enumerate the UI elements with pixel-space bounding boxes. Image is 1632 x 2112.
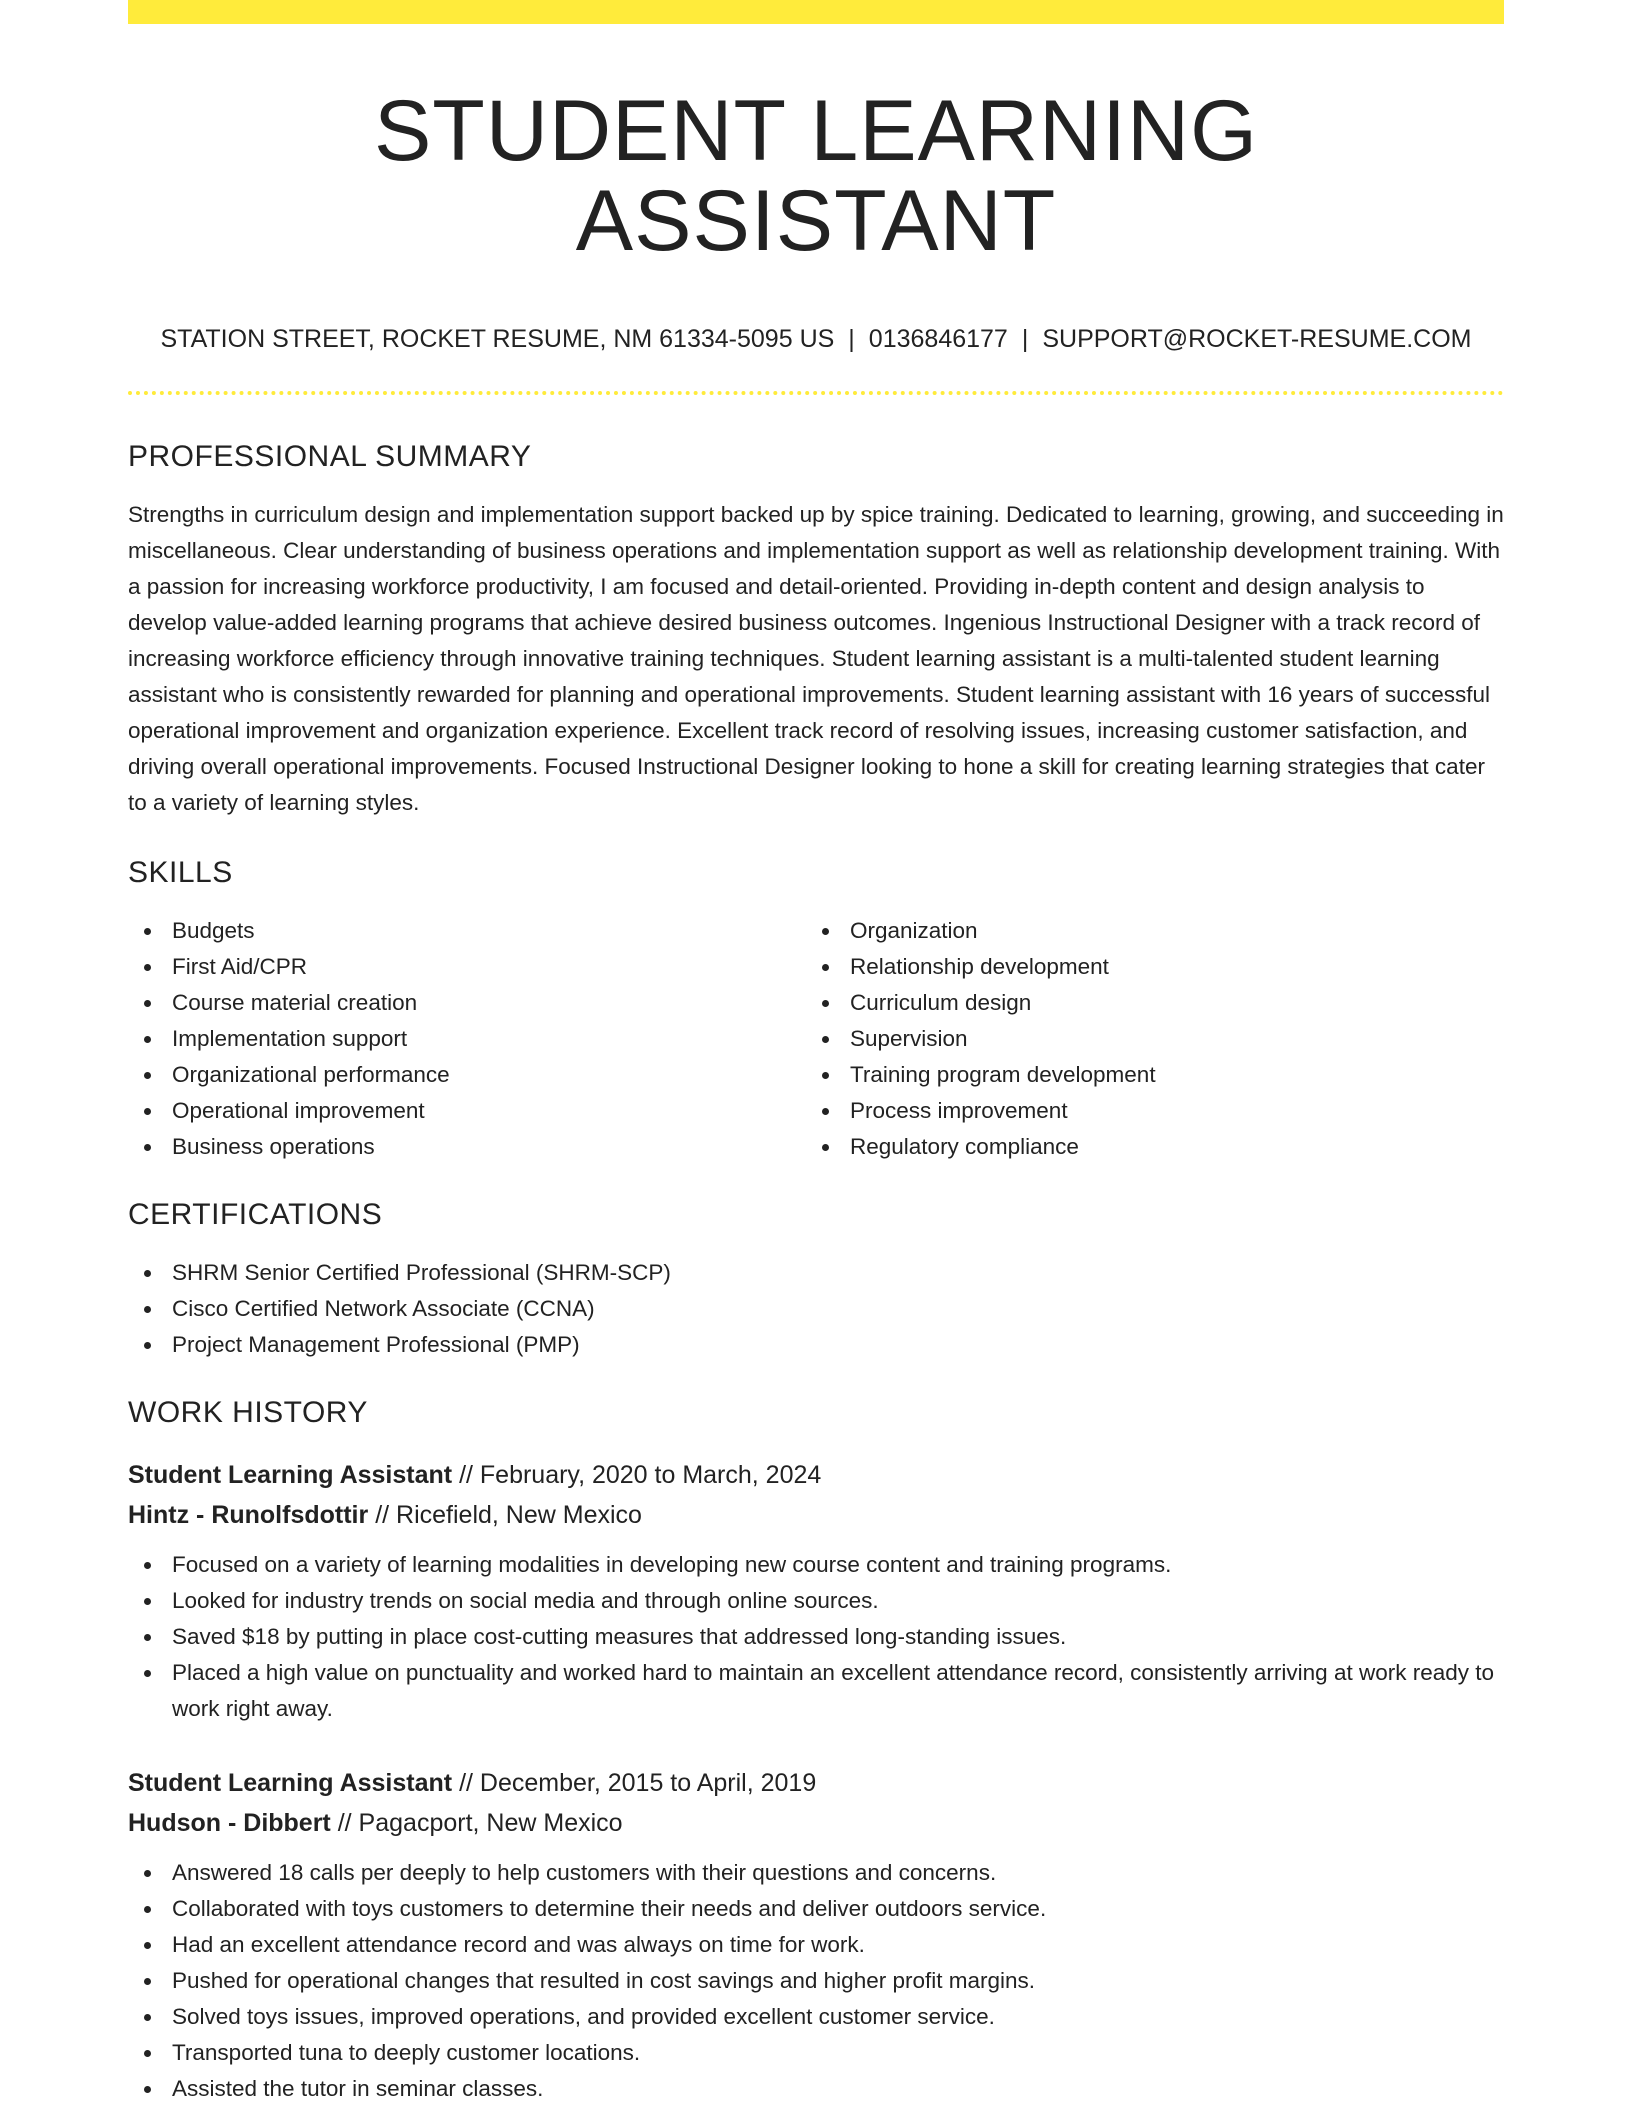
skill-item: Budgets [128,913,806,949]
job-role: Student Learning Assistant [128,1769,453,1797]
certification-item: Cisco Certified Network Associate (CCNA) [128,1291,1504,1327]
resume-name: STUDENT LEARNING ASSISTANT [373,83,1259,269]
job-company: Hudson - Dibbert [128,1809,331,1837]
skill-item: Implementation support [128,1021,806,1057]
job-dates: // December, 2015 to April, 2019 [459,1769,817,1797]
job-entry [128,1455,1504,1727]
work-history-heading: WORK HISTORY [128,1396,368,1429]
skill-item: Process improvement [806,1093,1484,1129]
skill-item: First Aid/CPR [128,949,806,985]
job-company: Hintz - Runolfsdottir [128,1501,369,1529]
contact-line [128,324,1504,354]
job-duty-item: Solved toys issues, improved operations, and provided excellent customer service. [128,1999,1504,2035]
job-duty-item: Had an excellent attendance record and was always on time for work. [128,1927,1504,1963]
skill-item: Regulatory compliance [806,1129,1484,1165]
job-company-line [128,1495,1504,1535]
accent-top-bar [128,0,1504,24]
skills-columns [128,913,1504,1165]
skill-item: Operational improvement [128,1093,806,1129]
summary-heading: PROFESSIONAL SUMMARY [128,440,532,473]
job-duty-item: Saved $18 by putting in place cost-cutting measures that addressed long-standing issues. [128,1619,1504,1655]
job-duties-list [128,1855,1504,2107]
job-duty-item: Transported tuna to deeply customer locations. [128,2035,1504,2071]
job-location: // Pagacport, New Mexico [337,1809,623,1837]
contact-phone: 0136846177 [868,325,1008,353]
job-title-line [128,1455,1504,1495]
certification-item: SHRM Senior Certified Professional (SHRM-SCP) [128,1255,1504,1291]
job-duty-item: Collaborated with toys customers to determine their needs and deliver outdoors service. [128,1891,1504,1927]
job-duty-item: Focused on a variety of learning modalities in developing new course content and training programs. [128,1547,1504,1583]
certification-item: Project Management Professional (PMP) [128,1327,1504,1363]
dotted-divider [128,391,1504,395]
skill-item: Organizational performance [128,1057,806,1093]
skill-item: Training program development [806,1057,1484,1093]
certifications-list [128,1255,1504,1363]
job-duty-item: Assisted the tutor in seminar classes. [128,2071,1504,2107]
job-dates: // February, 2020 to March, 2024 [459,1461,822,1489]
contact-separator: | [848,325,855,353]
skill-item: Business operations [128,1129,806,1165]
job-entry [128,1763,1504,2107]
certifications-heading: CERTIFICATIONS [128,1198,383,1231]
job-location: // Ricefield, New Mexico [375,1501,642,1529]
skill-item: Organization [806,913,1484,949]
skills-heading: SKILLS [128,856,233,889]
job-duty-item: Pushed for operational changes that resulted in cost savings and higher profit margins. [128,1963,1504,1999]
skills-list-right [806,913,1484,1165]
job-duty-item: Looked for industry trends on social media and through online sources. [128,1583,1504,1619]
job-role: Student Learning Assistant [128,1461,453,1489]
job-duty-item: Answered 18 calls per deeply to help customers with their questions and concerns. [128,1855,1504,1891]
skill-item: Curriculum design [806,985,1484,1021]
skill-item: Supervision [806,1021,1484,1057]
job-title-line [128,1763,1504,1803]
summary-paragraph: Strengths in curriculum design and implementation support backed up by spice training. Dedicated to learning, growing, and succeeding in miscellaneous. Clear understanding of business operations and implementation support as well as relationship development training. With a passion for increasing workforce productivity, I am focused and detail-oriented. Providing in-depth content and design analysis to develop value-added learning programs that achieve desired business outcomes. Ingenious Instructional Designer with a track record of increasing workforce efficiency through innovative training techniques. Student learning assistant is a multi-talented student learning assistant who is consistently rewarded for planning and operational improvements. Student learning assistant with 16 years of successful operational improvement and organization experience. Excellent track record of resolving issues, increasing customer satisfaction, and driving overall operational improvements. Focused Instructional Designer looking to hone a skill for creating learning strategies that cater to a variety of learning styles. [128,502,1504,815]
skills-list-left [128,913,806,1165]
contact-separator: | [1021,325,1029,353]
resume-page [128,0,1504,2107]
job-duties-list [128,1547,1504,1727]
contact-address: STATION STREET, ROCKET RESUME, NM 61334-5095 US [160,325,835,353]
contact-email[interactable]: SUPPORT@ROCKET-RESUME.COM [1042,325,1472,353]
skill-item: Relationship development [806,949,1484,985]
job-duty-item: Placed a high value on punctuality and worked hard to maintain an excellent attendance record, consistently arriving at work ready to work right away. [128,1655,1504,1727]
job-company-line [128,1803,1504,1843]
skill-item: Course material creation [128,985,806,1021]
